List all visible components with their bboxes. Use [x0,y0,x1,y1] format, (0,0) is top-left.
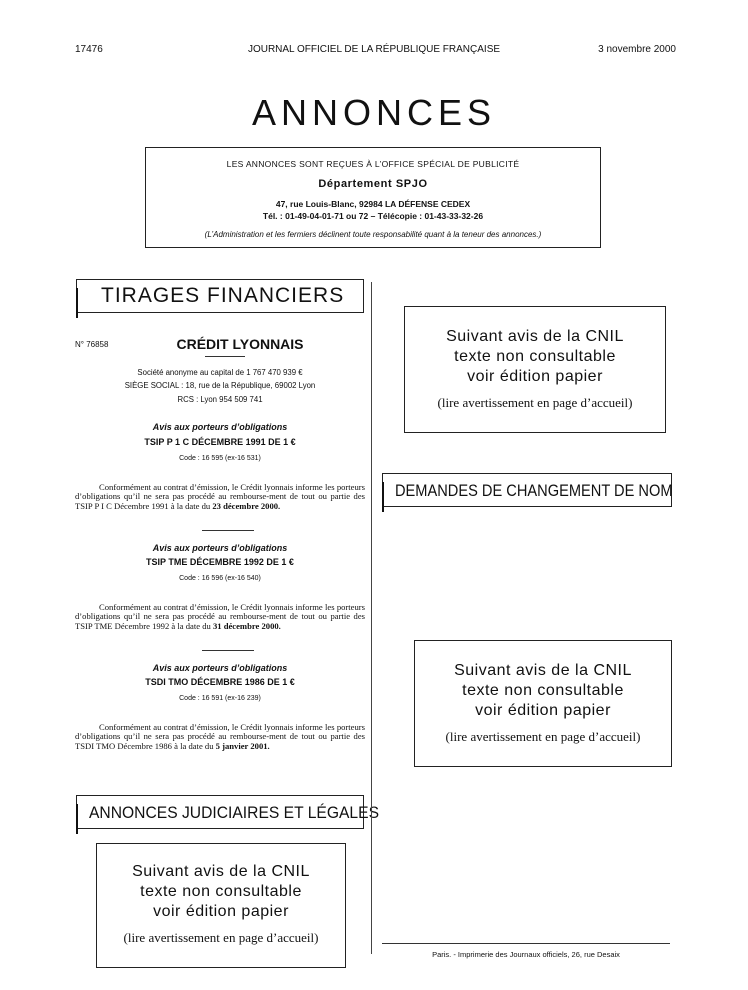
company-rcs: RCS : Lyon 954 509 741 [177,395,263,404]
cnil-notice [404,306,666,433]
cnil-line: Suivant avis de la CNIL [132,863,310,880]
cnil-line: Suivant avis de la CNIL [454,662,632,679]
section-title: ANNONCES JUDICIAIRES ET LÉGALES [89,803,380,822]
cnil-warning: (lire avertissement en page d’accueil) [437,395,633,410]
page-number: 17476 [75,44,103,55]
section-title: DEMANDES DE CHANGEMENT DE NOM [395,481,673,500]
cnil-notice [96,843,346,968]
divider [205,356,245,357]
paragraph-date: 5 janvier 2001. [215,740,270,751]
section-demandes-changement-nom [382,473,672,507]
bond-title: TSIP TME DÉCEMBRE 1992 DE 1 € [146,557,294,567]
info-reception: LES ANNONCES SONT REÇUES À L’OFFICE SPÉCIAL DE PUBLICITÉ [226,159,520,169]
notice-paragraph [75,603,365,631]
company-seat: SIÈGE SOCIAL : 18, rue de la République, 69002 Lyon [124,381,316,390]
info-disclaimer: (L’Administration et les fermiers déclinent toute responsabilité quant à la teneur des annonces.) [204,230,542,239]
paragraph-date: 31 décembre 2000. [212,620,281,631]
section-annonces-judiciaires [76,795,380,829]
column-divider [371,282,372,954]
cnil-line: texte non consultable [454,348,616,365]
notice-paragraph [75,483,365,511]
paragraph-text: Conformément au contrat d’émission, le Crédit lyonnais informe les porteurs d’obligations qu’il ne sera pas procédé au rembourse-ment de tout ou partie des TSIP TME Décembre 1992 à la date du [75,602,365,631]
divider [202,530,254,531]
info-phone: Tél. : 01-49-04-01-71 ou 72 – Télécopie : 01-43-33-32-26 [262,211,484,221]
avis-heading: Avis aux porteurs d’obligations [152,422,288,432]
cnil-warning: (lire avertissement en page d’accueil) [445,729,641,744]
paragraph-text: Conformément au contrat d’émission, le Crédit lyonnais informe les porteurs d’obligations qu’il ne sera pas procédé au rembourse-ment de tout ou partie des TSIP P I C Décembre 1991 à la date du [75,482,365,511]
section-tick [76,288,78,318]
bond-code: Code : 16 596 (ex-16 540) [179,575,261,582]
notice-number: N° 76858 [75,340,109,349]
bond-code: Code : 16 595 (ex-16 531) [179,455,261,462]
info-address: 47, rue Louis-Blanc, 92984 LA DÉFENSE CEDEX [275,199,471,209]
divider [202,650,254,651]
paragraph-date: 23 décembre 2000. [212,500,281,511]
company-name: CRÉDIT LYONNAIS [176,336,304,352]
footer-rule [382,943,670,944]
footer-imprint: Paris. - Imprimerie des Journaux officiels, 26, rue Desaix [432,950,620,959]
cnil-line: voir édition papier [475,702,611,719]
notice-paragraph [75,723,365,751]
cnil-line: texte non consultable [140,883,302,900]
journal-title: JOURNAL OFFICIEL DE LA RÉPUBLIQUE FRANÇAISE [247,44,501,55]
info-box [145,147,601,248]
paragraph-text: Conformément au contrat d’émission, le Crédit lyonnais informe les porteurs d’obligations qu’il ne sera pas procédé au rembourse-ment de tout ou partie des TSDI TMO Décembre 1986 à la date du [75,722,365,751]
avis-heading: Avis aux porteurs d’obligations [152,663,288,673]
section-tirages-financiers [76,279,364,313]
section-tick [76,804,78,834]
issue-date: 3 novembre 2000 [598,44,676,55]
bond-code: Code : 16 591 (ex-16 239) [179,695,261,702]
bond-title: TSIP P 1 C DÉCEMBRE 1991 DE 1 € [144,437,296,447]
cnil-line: texte non consultable [462,682,624,699]
company-capital: Société anonyme au capital de 1 767 470 939 € [137,368,303,377]
section-title: TIRAGES FINANCIERS [101,284,345,307]
cnil-line: Suivant avis de la CNIL [446,328,624,345]
page-title: ANNONCES [251,92,497,133]
cnil-line: voir édition papier [153,903,289,920]
section-tick [382,482,384,512]
bond-title: TSDI TMO DÉCEMBRE 1986 DE 1 € [145,677,295,687]
cnil-notice [414,640,672,767]
info-department: Département SPJO [318,178,428,190]
cnil-line: voir édition papier [467,368,603,385]
cnil-warning: (lire avertissement en page d’accueil) [123,930,319,945]
avis-heading: Avis aux porteurs d’obligations [152,543,288,553]
